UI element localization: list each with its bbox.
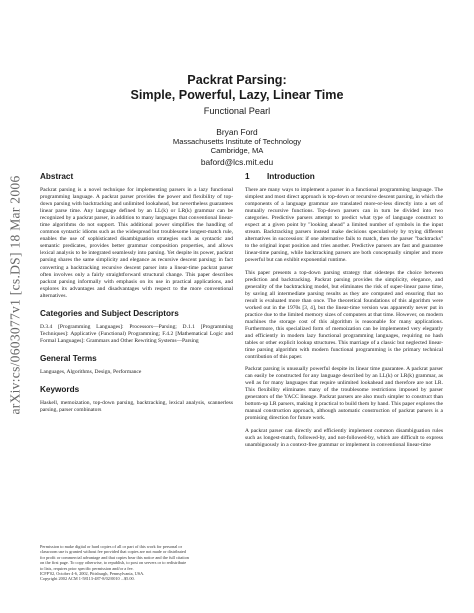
general-terms-text: Languages, Algorithms, Design, Performance (40, 368, 142, 375)
abstract-heading: Abstract (40, 172, 74, 181)
author-block (0, 128, 474, 167)
general-terms-heading: General Terms (40, 353, 97, 363)
categories-heading: Categories and Subject Descriptors (40, 308, 179, 318)
intro-paragraph: A packrat parser can directly and efficiently implement common disambiguation rules such as longest-match, followed-by, and not-followed-by, which are difficult to express unambiguously in a context-free grammar or implement in conventional linear-time (245, 427, 443, 448)
intro-paragraph: There are many ways to implement a parser in a functional programming language. The simplest and most direct approach is top-down or recursive descent parsing, in which the components of a language grammar are translated more-or-less directly into a set of mutually recursive functions. Top-down parsers can in turn be divided into two categories. Predictive parsers attempt to predict what type of language construct to expect at a given point by "looking ahead" a limited number of symbols in the input stream. Backtracking parsers instead make decisions speculatively by trying different alternatives in succession: if one alternative fails to match, then the parser "backtracks" to the original input position and tries another. Predictive parsers are fast and guarantee linear-time parsing, while backtracking parsers are both conceptually simpler and more powerful but can exhibit exponential runtime. (245, 187, 443, 264)
footnote-line: for profit or commercial advantage and that copies bear this notice and the full citation (40, 554, 189, 560)
section-title: Introduction (267, 172, 315, 181)
abstract-text: Packrat parsing is a novel technique for implementing parsers in a lazy functional programming language. A packrat parser provides the power and flexibility of top-down parsing with backtracking and unlimited lookahead, but nevertheless guarantees linear parse time. Any language defined by an LL(k) or LR(k) grammar can be recognized by a packrat parser, in addition to many languages that conventional linear-time algorithms do not support. This additional power simplifies the handling of common syntactic idioms such as the widespread but troublesome longest-match rule, enables the use of sophisticated disambiguation strategies such as syntactic and semantic predicates, provides better grammar composition properties, and allows lexical analysis to be integrated seamlessly into parsing. Yet despite its power, packrat parsing shares the same simplicity and elegance as recursive descent parsing; in fact converting a backtracking recursive descent parser into a linear-time packrat parser often involves only a fairly straightforward structural change. This paper describes packrat parsing informally with emphasis on its use in practical applications, and explores its advantages and disadvantages with respect to the more conventional alternatives. (40, 187, 233, 299)
author-name: Bryan Ford (216, 127, 258, 137)
author-email: baford@lcs.mit.edu (200, 156, 274, 167)
arxiv-id-text: arXiv:cs/0603077v1 [cs.DS] 18 Mar 2006 (7, 175, 22, 415)
author-affiliation: Massachusetts Institute of Technology (172, 137, 302, 147)
footnote-line: Permission to make digital or hard copies of all or part of this work for personal or (40, 544, 183, 549)
footnote-line: Copyright 2002 ACM 1-58113-487-8/02/0010 ...$5.00. (40, 576, 135, 582)
keywords-heading: Keywords (40, 384, 80, 394)
copyright-footnote (40, 544, 233, 582)
footnote-line: ICFP'02, October 4-6, 2002, Pittsburgh, Pennsylvania, USA. (40, 571, 145, 577)
arxiv-identifier (0, 140, 30, 450)
keywords-text: Haskell, memoization, top-down parsing, backtracking, lexical analysis, scannerless parsing, parser combinators (40, 399, 233, 413)
footnote-line: classroom use is granted without fee provided that copies are not made or distributed (40, 549, 186, 555)
footnote-line: to lists, requires prior specific permission and/or a fee. (40, 565, 134, 571)
left-column (40, 172, 233, 419)
section-number: 1 (245, 172, 250, 181)
author-location: Cambridge, MA (210, 146, 264, 156)
title-line-2: Simple, Powerful, Lazy, Linear Time (130, 88, 344, 102)
right-column (245, 172, 443, 454)
categories-text: D.3.4 [Programming Languages]: Processors—Parsing; D.1.1 [Programming Techniques]: Applicative (Functional) Programming; F.4.2 [Mathematical Logic and Formal Languages]: Grammars and Other Rewriting Systems—Parsing (40, 323, 233, 344)
paper-title (0, 73, 474, 103)
footnote-line: on the first page. To copy otherwise, to republish, to post on servers or to redistribute (40, 560, 187, 566)
paper-subtitle: Functional Pearl (203, 106, 271, 116)
title-line-1: Packrat Parsing: (187, 73, 287, 87)
intro-paragraph: This paper presents a top-down parsing strategy that sidesteps the choice between prediction and backtracking. Packrat parsing provides the simplicity, elegance, and generality of the backtracking model, but eliminates the risk of super-linear parse time, by saving all intermediate parsing results as they are computed and ensuring that no result is evaluated more than once. The theoretical foundations of this algorithm were worked out in the 1970s [3, 4], but the linear-time version was apparently never put in practice due to the limited memory sizes of computers at that time. However, on modern machines the storage cost of this algorithm is reasonable for many applications. Furthermore, this specialized form of memoization can be implemented very elegantly and efficiently in modern lazy functional programming languages, requiring no hash tables or other explicit lookup structures. This marriage of a classic but neglected linear-time parsing algorithm with modern functional programming is the primary technical contribution of this paper. (245, 269, 443, 361)
introduction-heading (245, 172, 443, 182)
intro-paragraph: Packrat parsing is unusually powerful despite its linear time guarantee. A packrat parser can easily be constructed for any language described by an LL(k) or LR(k) grammar, as well as for many languages that require unlimited lookahead and therefore are not LR. This flexibility eliminates many of the troublesome restrictions imposed by parser generators of the YACC lineage. Packrat parsers are also much simpler to construct than bottom-up LR parsers, making it practical to build them by hand. This paper explores the manual construction approach, although automatic construction of packrat parsers is a promising direction for future work. (245, 366, 443, 422)
